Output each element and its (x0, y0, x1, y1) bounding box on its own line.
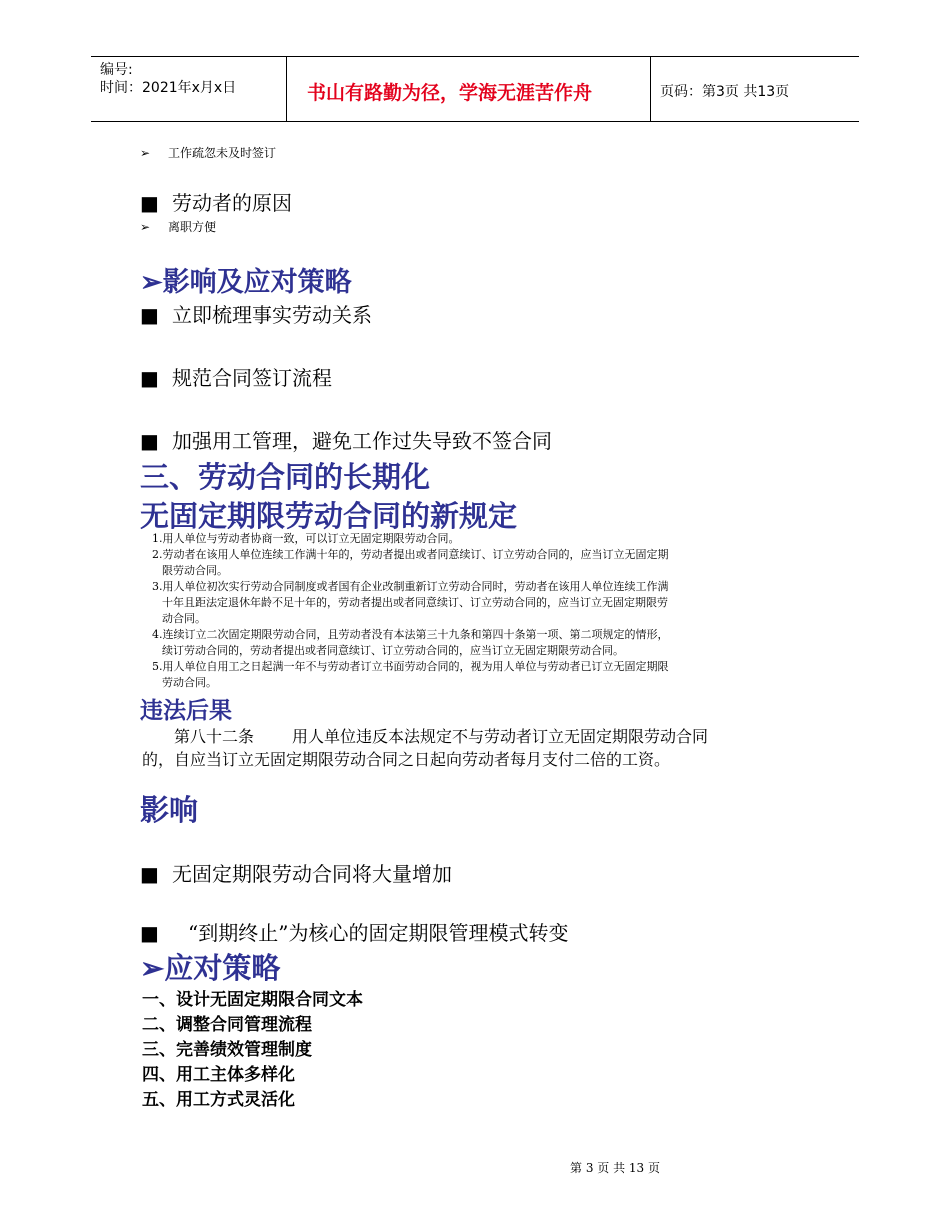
impact-item (140, 299, 372, 328)
impact-item (140, 362, 332, 391)
impact-item-text: 规范合同签订流程 (172, 366, 332, 390)
rule-line: 十年且距法定退休年龄不足十年的，劳动者提出或者同意续订、订立劳动合同的，应当订立无固定期限劳 (162, 596, 668, 609)
impact-item-text: 加强用工管理，避免工作过失导致不签合同 (172, 429, 552, 453)
impact-heading-text: 影响及应对策略 (162, 267, 352, 298)
impact-heading (140, 260, 352, 299)
subsection-title: 无固定期限劳动合同的新规定 (140, 499, 518, 533)
section3-title: 三、劳动合同的长期化 (140, 460, 431, 494)
header-top-rule (91, 56, 859, 57)
strategy-item: 二、调整合同管理流程 (142, 1015, 312, 1035)
worker-reason-text: 劳动者的原因 (172, 191, 292, 215)
arrow-bullet-icon: ➢ (140, 951, 165, 985)
rule-line: 劳动合同。 (162, 676, 217, 689)
impact-item (140, 425, 552, 454)
square-bullet-icon: ■ (140, 191, 159, 215)
bullet-item (140, 144, 276, 161)
square-bullet-icon: ■ (140, 862, 159, 886)
strategy-item: 三、完善绩效管理制度 (142, 1040, 312, 1060)
section-worker-reason (140, 187, 292, 216)
arrow-bullet-icon: ➢ (140, 146, 151, 160)
strategy-item: 四、用工主体多样化 (142, 1065, 295, 1085)
arrow-bullet-icon: ➢ (140, 267, 163, 298)
arrow-bullet-icon: ➢ (140, 220, 151, 234)
header-page-info: 页码：第3页 共13页 (660, 84, 790, 100)
rule-line: 4.连续订立二次固定期限劳动合同，且劳动者没有本法第三十九条和第四十条第一项、第二项规定的情形， (152, 628, 669, 641)
strategy-list (142, 988, 363, 1113)
strategy-heading-text: 应对策略 (164, 951, 281, 985)
rules-list (152, 531, 669, 691)
bullet-text: 工作疏忽未及时签订 (168, 146, 277, 160)
bullet-item (140, 218, 216, 235)
strategy-item: 一、设计无固定期限合同文本 (142, 990, 363, 1010)
square-bullet-icon: ■ (140, 366, 159, 390)
header-motto: 书山有路勤为径，学海无涯苦作舟 (307, 82, 593, 104)
article-line-2: 的，自应当订立无固定期限劳动合同之日起向劳动者每月支付二倍的工资。 (142, 750, 671, 769)
effect-item-text: 无固定期限劳动合同将大量增加 (172, 862, 452, 886)
impact-item-text: 立即梳理事实劳动关系 (172, 303, 372, 327)
effect-title: 影响 (140, 793, 199, 827)
rule-line: 5.用人单位自用工之日起满一年不与劳动者订立书面劳动合同的，视为用人单位与劳动者已订立无固定期限 (152, 660, 669, 673)
square-bullet-icon: ■ (140, 921, 159, 945)
page-footer: 第 3 页 共 13 页 (570, 1161, 660, 1175)
article-line-1 (174, 724, 708, 747)
violation-title: 违法后果 (140, 697, 232, 724)
strategy-heading (140, 946, 280, 987)
header-time-label: 时间：2021年x月x日 (100, 80, 237, 96)
article-text: 用人单位违反本法规定不与劳动者订立无固定期限劳动合同 (292, 727, 709, 746)
rule-line: 动合同。 (162, 612, 206, 625)
square-bullet-icon: ■ (140, 429, 159, 453)
rule-line: 3.用人单位初次实行劳动合同制度或者国有企业改制重新订立劳动合同时，劳动者在该用人单位连续工作满 (152, 580, 669, 593)
header-divider-left (286, 56, 287, 122)
article-label: 第八十二条 (174, 727, 255, 746)
header-bottom-rule (91, 121, 859, 122)
bullet-text: 离职方便 (168, 220, 217, 234)
rule-line: 续订劳动合同的，劳动者提出或者同意续订、订立劳动合同的，应当订立无固定期限劳动合同。 (162, 644, 624, 657)
rule-line: 限劳动合同。 (162, 564, 228, 577)
header-divider-right (650, 56, 651, 122)
strategy-item: 五、用工方式灵活化 (142, 1090, 295, 1110)
effect-item (140, 917, 568, 946)
header-number-label: 编号: (100, 62, 133, 78)
rule-line: 2.劳动者在该用人单位连续工作满十年的，劳动者提出或者同意续订、订立劳动合同的，应当订立无固定期 (152, 548, 669, 561)
rule-line: 1.用人单位与劳动者协商一致，可以订立无固定期限劳动合同。 (152, 532, 460, 545)
effect-item-text: “到期终止”为核心的固定期限管理模式转变 (188, 921, 569, 945)
effect-item (140, 858, 452, 887)
square-bullet-icon: ■ (140, 303, 159, 327)
